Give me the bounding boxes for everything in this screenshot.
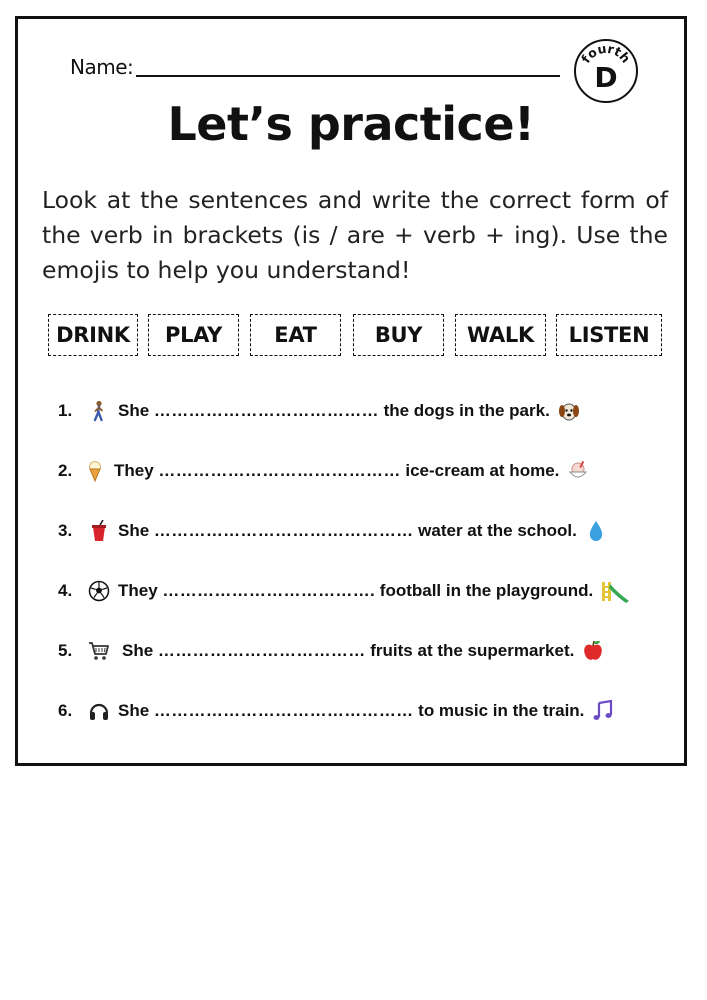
ice-cream-bowl-icon — [566, 459, 590, 483]
sentence-6 — [58, 697, 615, 725]
answer-blank[interactable]: ………………………………… — [153, 401, 379, 420]
answer-blank[interactable]: ……………………………………… — [153, 701, 414, 720]
word-bank — [48, 314, 664, 358]
sentence-number: 6. — [58, 701, 73, 720]
sentence-subject: She — [118, 521, 150, 540]
sentence-number: 4. — [58, 581, 73, 600]
sentence-rest: to music in the train. — [418, 701, 585, 720]
red-apple-icon — [581, 639, 605, 663]
shopping-cart-icon — [88, 640, 110, 662]
headphones-icon — [88, 700, 110, 722]
word-box-walk: WALK — [455, 314, 546, 356]
badge-top-text: fourth — [578, 41, 634, 66]
page-title: Let’s practice! — [167, 97, 535, 151]
water-droplet-icon — [584, 519, 608, 543]
dog-face-icon — [557, 399, 581, 423]
sentence-number: 3. — [58, 521, 73, 540]
soccer-ball-icon — [88, 580, 110, 602]
sentence-rest: fruits at the supermarket. — [370, 641, 575, 660]
instructions-text: Look at the sentences and write the correct form of the verb in brackets (is / are + verb + ing). Use the emojis to help you understand! — [42, 186, 668, 284]
answer-blank[interactable]: ………………………………. — [162, 581, 376, 600]
sentence-subject: She — [118, 401, 150, 420]
word-box-play: PLAY — [148, 314, 239, 356]
answer-blank[interactable]: ……………………………………… — [153, 521, 414, 540]
sentence-rest: ice-cream at home. — [405, 461, 560, 480]
name-row — [70, 55, 560, 85]
sentence-subject: She — [122, 641, 154, 660]
badge-letter: D — [594, 61, 618, 94]
name-label: Name: — [70, 55, 134, 79]
sentence-rest: water at the school. — [418, 521, 577, 540]
sentence-subject: They — [118, 581, 158, 600]
name-line[interactable] — [136, 75, 560, 77]
word-box-drink: DRINK — [48, 314, 138, 356]
sentence-2 — [58, 457, 590, 485]
sentence-number: 2. — [58, 461, 73, 480]
sentence-rest: football in the playground. — [379, 581, 594, 600]
word-box-buy: BUY — [353, 314, 444, 356]
worksheet — [15, 16, 687, 766]
playground-slide-icon — [600, 579, 624, 603]
sentence-4 — [58, 577, 624, 605]
level-badge — [574, 39, 638, 103]
music-notes-icon — [591, 699, 615, 723]
sentence-3 — [58, 517, 608, 545]
sentence-number: 5. — [58, 641, 73, 660]
answer-blank[interactable]: ……………………………… — [157, 641, 366, 660]
sentence-subject: They — [114, 461, 154, 480]
cup-with-straw-icon — [88, 520, 110, 542]
sentence-1 — [58, 397, 581, 425]
ice-cream-cone-icon — [84, 460, 106, 482]
sentence-subject: She — [118, 701, 150, 720]
person-walking-icon — [88, 400, 110, 422]
word-box-listen: LISTEN — [556, 314, 662, 356]
sentence-5 — [58, 637, 605, 665]
sentence-rest: the dogs in the park. — [383, 401, 550, 420]
answer-blank[interactable]: …………………………………… — [158, 461, 401, 480]
word-box-eat: EAT — [250, 314, 341, 356]
sentence-number: 1. — [58, 401, 73, 420]
